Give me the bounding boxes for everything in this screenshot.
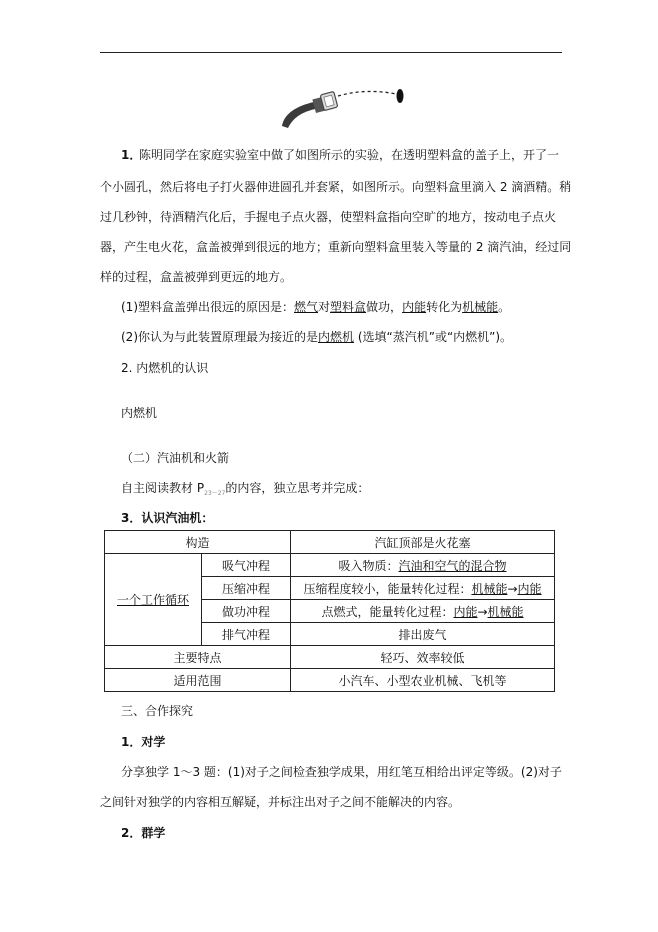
- q1-sub2: [121, 328, 512, 345]
- table-stroke-exhaust: 排气冲程: [202, 623, 291, 646]
- table-scope-value: 小汽车、小型农业机械、飞机等: [291, 669, 555, 692]
- table-stroke-intake-desc: [291, 554, 555, 577]
- q1-sub1-mid-2: 做功，: [366, 300, 403, 314]
- stroke-desc-answer: 机械能: [471, 581, 508, 596]
- stroke-desc-text: 点燃式，能量转化过程：: [321, 604, 454, 619]
- reading-pages: 23～27: [204, 490, 226, 497]
- q1-line-3: 过几秒钟，待酒精汽化后，手握电子点火器，使塑料盒指向空旷的地方，按动电子点火: [100, 210, 557, 224]
- pair-study-line-2: 之间针对独学的内容相互解疑，并标注出对子之间不能解决的内容。: [100, 795, 461, 809]
- stroke-desc-answer: 汽油和空气的混合物: [398, 558, 507, 573]
- pair-study-title: 1．对学: [121, 735, 166, 749]
- q1-line-4: 器，产生电火花，盒盖被弹到很远的地方；重新向塑料盒里装入等量的 2 滴汽油，经过同: [100, 240, 572, 254]
- q1-number: 1．: [121, 148, 142, 162]
- header-rule: [100, 52, 562, 53]
- table-stroke-power: 做功冲程: [202, 600, 291, 623]
- q2-title: 2. 内燃机的认识: [121, 361, 209, 375]
- group-study-title: 2．群学: [121, 826, 166, 840]
- q1-sub1-mid-1: 对: [318, 300, 331, 314]
- reading-instruction: [121, 479, 369, 497]
- q1-sub1-answer-4: 机械能: [462, 300, 499, 314]
- igniter-experiment-figure: [276, 84, 410, 134]
- stroke-desc-answer-2: 内能: [517, 581, 542, 596]
- section-two-heading: （二）汽油机和火箭: [121, 451, 230, 465]
- q1-sub1-answer-3: 内能: [402, 300, 427, 314]
- table-stroke-exhaust-desc: 排出废气: [291, 623, 555, 646]
- q1-line-2: 个小圆孔，然后将电子打火器伸进圆孔并套紧，如图所示。向塑料盒里滴入 2 滴酒精。稍: [100, 180, 572, 194]
- reading-suffix: 的内容，独立思考并完成：: [225, 481, 370, 495]
- table-header-structure: 构造: [105, 531, 291, 554]
- pair-study-line-1: 分享独学 1～3 题：(1)对子之间检查独学成果，用红笔互相给出评定等级。(2)对子: [121, 765, 562, 779]
- q2-body: 内燃机: [121, 406, 158, 420]
- table-features-value: 轻巧、效率较低: [291, 646, 555, 669]
- q1-sub2-answer: 内燃机: [318, 330, 355, 344]
- reading-prefix: 自主阅读教材 P: [121, 481, 205, 495]
- stroke-desc-answer: 内能: [453, 604, 478, 619]
- table-row: [105, 646, 555, 669]
- q1-sub1-prefix: (1)塑料盒盖弹出很远的原因是：: [121, 300, 294, 314]
- stroke-desc-text: 压缩程度较小，能量转化过程：: [303, 581, 472, 596]
- q1-sub1-mid-3: 转化为: [426, 300, 463, 314]
- table-features-label: 主要特点: [105, 646, 291, 669]
- q1-sub1-answer-2: 塑料盒: [330, 300, 367, 314]
- table-work-cycle-label: 一个工作循环: [105, 554, 202, 646]
- q1-sub1-answer-1: 燃气: [294, 300, 319, 314]
- q1-line-5: 样的过程，盒盖被弹到更远的地方。: [100, 270, 293, 284]
- table-stroke-compression: 压缩冲程: [202, 577, 291, 600]
- q3-title: 3．认识汽油机：: [121, 511, 214, 525]
- table-row: [105, 554, 555, 577]
- arrow-icon: →: [477, 604, 488, 619]
- q1-sub2-suffix: (选填“蒸汽机”或“内燃机”)。: [354, 330, 513, 344]
- stroke-desc-text: 吸入物质：: [338, 558, 399, 573]
- q1-sub1-suffix: 。: [498, 300, 511, 314]
- section-three-heading: 三、合作探究: [121, 704, 194, 718]
- q1-sub1: [121, 298, 510, 315]
- stroke-desc-answer-2: 机械能: [487, 604, 524, 619]
- table-stroke-compression-desc: [291, 577, 555, 600]
- table-row: [105, 669, 555, 692]
- q1-line-1: 陈明同学在家庭实验室中做了如图所示的实验，在透明塑料盒的盖子上，开了一: [139, 148, 560, 162]
- table-scope-label: 适用范围: [105, 669, 291, 692]
- table-stroke-power-desc: [291, 600, 555, 623]
- gasoline-engine-table: [104, 530, 555, 692]
- table-stroke-intake: 吸气冲程: [202, 554, 291, 577]
- arrow-icon: →: [507, 581, 518, 596]
- table-row: [105, 531, 555, 554]
- table-header-spark-plug: 汽缸顶部是火花塞: [291, 531, 555, 554]
- q1-sub2-prefix: (2)你认为与此装置原理最为接近的是: [121, 330, 318, 344]
